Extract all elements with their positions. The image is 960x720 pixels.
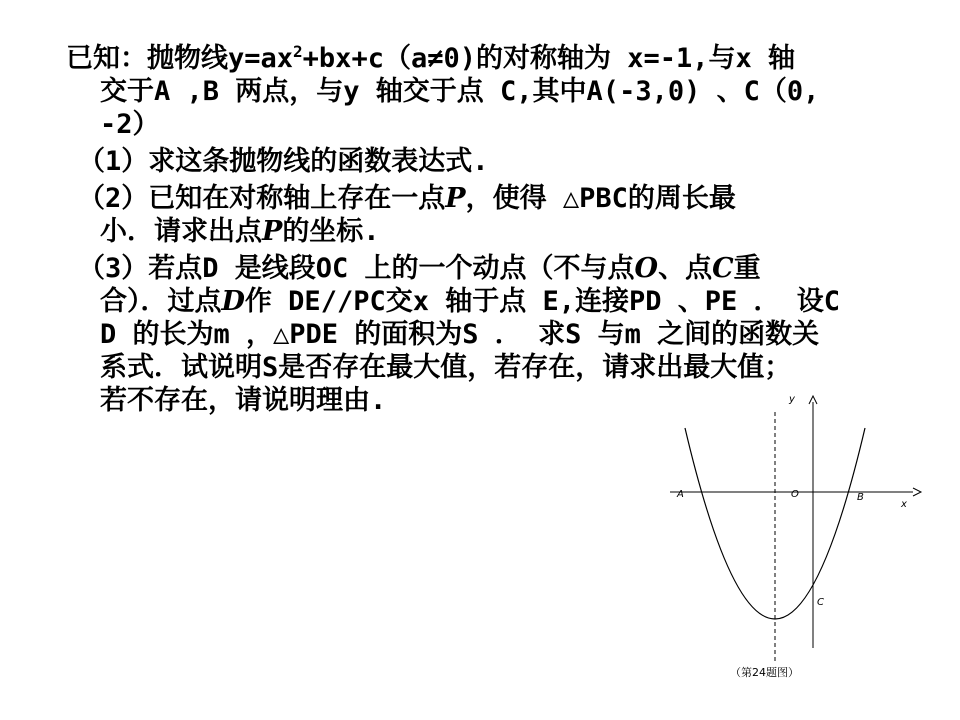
point-d: D [221,286,245,317]
label-b: B [857,492,864,503]
label-o: O [791,489,799,500]
point-p: P [445,183,466,214]
point-o: O [634,253,659,284]
q2-text-1b: ，使得 △PBC的周长最 [465,183,736,214]
intro-line-2: 交于A ,B 两点，与y 轴交于点 C,其中A(-3,0) 、C（0, [100,76,820,107]
label-y: y [789,394,795,405]
q3-text-1a: （3）若点D 是线段OC 上的一个动点（不与点 [78,253,635,284]
q3-text-2a: 合）．过点 [100,286,222,317]
intro-line-3: -2） [100,109,160,140]
question-3-line-5: 若不存在，请说明理由. [100,385,387,416]
question-2-line-1 [66,182,916,215]
problem-text [66,42,916,417]
parabola-figure [665,390,925,690]
label-c: C [817,597,824,608]
intro-line-1 [66,42,916,75]
q3-text-1b: 、点 [658,253,713,284]
q2-text-1a: （2）已知在对称轴上存在一点 [78,183,446,214]
point-c: C [712,253,734,284]
exponent: 2 [293,42,303,61]
question-3-line-2 [66,285,916,318]
question-1: （1）求这条抛物线的函数表达式. [78,146,489,177]
parabola-svg [665,390,925,690]
label-x: x [901,499,907,510]
label-a: A [677,489,684,500]
point-p: P [262,216,283,247]
question-3-line-1 [66,252,916,285]
q3-text-2b: 作 DE//PC交x 轴于点 E,连接PD 、PE ． 设C [244,286,841,317]
question-2-line-2 [66,215,916,248]
q2-text-2b: 的坐标. [282,216,380,247]
x-axis-arrow-icon [913,488,921,496]
figure-caption: （第24题图） [730,666,799,679]
question-3-line-3: D 的长为m ，△PDE 的面积为S ． 求S 与m 之间的函数关 [100,319,820,350]
intro-text-1b: +bx+c（a≠0)的对称轴为 x=-1,与x 轴 [302,43,796,74]
q2-text-2a: 小．请求出点 [100,216,262,247]
question-3-line-4: 系式．试说明S是否存在最大值，若存在，请求出最大值； [100,352,792,383]
q3-text-1d: 重 [733,253,761,284]
intro-text-1a: 已知：抛物线y=ax [66,43,294,74]
